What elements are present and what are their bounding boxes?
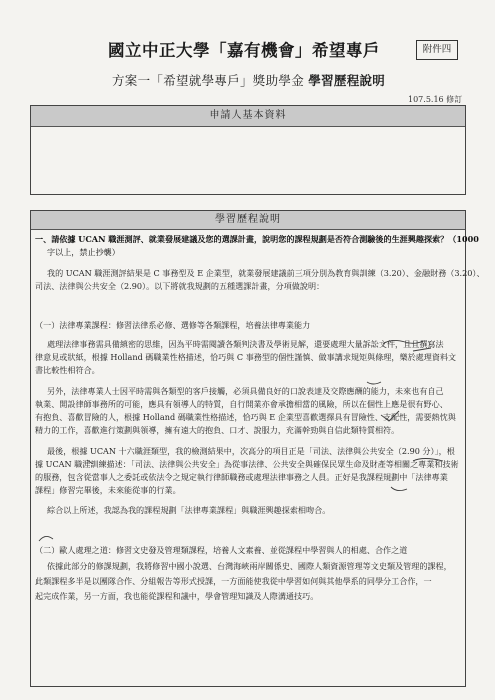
intro-line-1: 我的 UCAN 職涯測評結果是 C 事務型及 E 企業型，就業發展建議前三項分別為教育與訓練（3.20）、金融財務（3.20）、 bbox=[47, 268, 485, 278]
section-1-para-2-line: 執業、開設律師事務所的可能，應具有領導人的特質，自行開業亦會承擔相當的風險，所以在個性上應是很有野心、 bbox=[35, 399, 448, 409]
question-line-1: 一、請依據 UCAN 職涯測評、就業發展建議及您的選課計畫，說明您的課程規劃是否符合測驗後的生涯興趣探索？（1000 bbox=[35, 234, 479, 244]
section-1-para-3-line: 最後，根據 UCAN 十六職涯類型，我的檢測結果中，次高分的項目正是「司法、法律與公共安全（2.90 分）」，根 bbox=[47, 446, 455, 456]
subtitle-emphasis: 學習歷程說明 bbox=[308, 73, 386, 88]
section-1-para-2-line: 有抱負、喜歡冒險的人，根據 Holland 碼職業性格描述，恰巧與 E 企業型喜歡選擇具有冒險性、支配性，需要熱忱與 bbox=[35, 412, 456, 422]
section-1-para-3-line: 據 UCAN 職涯訓練描述：「司法、法律與公共安全」為從事法律、公共安全與確保民眾生命及財產等相關之專業和技術 bbox=[35, 459, 459, 469]
applicant-info-box bbox=[30, 105, 466, 195]
section-1-para-2-line: 另外，法律專業人士因平時需與各類型的客戶接觸，必須具備良好的口說表達及交際應酬的能力，未來也有自己 bbox=[47, 386, 444, 396]
pen-underline-mark bbox=[413, 459, 443, 462]
section-1-para-3-line: 的服務，包含從當事人之委託或依法令之規定執行律師職務或處理法律事務之人員。正好是我課程規劃中「法律專業 bbox=[35, 472, 448, 482]
section-1-para-1-line: 書比較性相符合。 bbox=[35, 365, 100, 375]
section-2-para-1-line: 依據此部分的修課規劃，我將修習中國小說選、台灣海峽兩岸關係史、國際人類資源管理等文史類及管理的課程， bbox=[47, 561, 452, 571]
learning-history-content bbox=[31, 231, 485, 686]
document-subtitle bbox=[112, 71, 385, 89]
pen-stroke-mark bbox=[391, 487, 407, 491]
pen-check-mark bbox=[367, 382, 381, 384]
document-title: 國立中正大學「嘉有機會」希望專戶 bbox=[108, 41, 380, 60]
section-1-para-2-line: 精力的工作，喜歡進行策劃與領導，擁有遠大的抱負、口才、說服力，充滿幹勁與自信此類特質相符。 bbox=[35, 425, 400, 435]
section-1-heading: （一）法律專業課程：修習法律系必修、選修等各類課程，培養法律專業能力 bbox=[35, 320, 311, 330]
section-1-para-1-line: 律意見或狀紙，根據 Holland 碼職業性格描述，恰巧與 C 事務型的個性謹慎、做事講求規矩與條理，樂於處理資料文 bbox=[35, 352, 457, 362]
intro-line-2: 司法、法律與公共安全（2.90）。以下將就我規劃的五種選課計畫，分項做說明： bbox=[35, 281, 325, 291]
revision-date: 107.5.16 修訂 bbox=[408, 95, 463, 104]
section-2-heading: （二）歐人處理之道：修習文史發及管理類課程，培養人文素養、並從課程中學習與人的相處、合作之道 bbox=[35, 545, 408, 555]
pen-stroke-mark bbox=[87, 460, 93, 464]
section-1-para-1-line: 處理法律事務需具備縝密的思維，因為平時需閱讀各類判決書及學術見解，還要處理大量訴訟文件，且且撰寫法 bbox=[47, 339, 444, 349]
section-1-para-3-line: 課程」修習完畢後，未來能從事的行業。 bbox=[35, 485, 181, 495]
section-1-para-4-line: 綜合以上所述，我認為我的課程規劃「法律專業課程」與職涯興趣探索相吻合。 bbox=[47, 505, 331, 515]
subtitle-prefix: 方案一「希望就學專戶」獎助學金 bbox=[112, 73, 305, 88]
question-line-2: 字以上，禁止抄襲） bbox=[47, 247, 120, 257]
annex-label: 附件四 bbox=[416, 40, 458, 60]
handwritten-annotations bbox=[31, 231, 465, 686]
pen-check-mark bbox=[381, 411, 399, 421]
pen-stroke-mark bbox=[39, 536, 53, 541]
pen-stroke-mark bbox=[413, 348, 431, 351]
learning-history-heading: 學習歷程說明 bbox=[31, 211, 465, 230]
section-2-para-1-line: 起完成作業，另一方面，我也能從課程和議中，學會管理知識及人際溝通技巧。 bbox=[35, 591, 319, 601]
learning-history-box bbox=[30, 210, 485, 687]
section-2-para-1-line: 此類課程多半是以團隊合作、分組報告等形式授課，一方面能使我從中學習如何與其他學系的同學分工合作，一 bbox=[35, 576, 432, 586]
applicant-info-heading: 申請人基本資料 bbox=[31, 106, 465, 127]
pen-underline-mark bbox=[383, 340, 423, 344]
